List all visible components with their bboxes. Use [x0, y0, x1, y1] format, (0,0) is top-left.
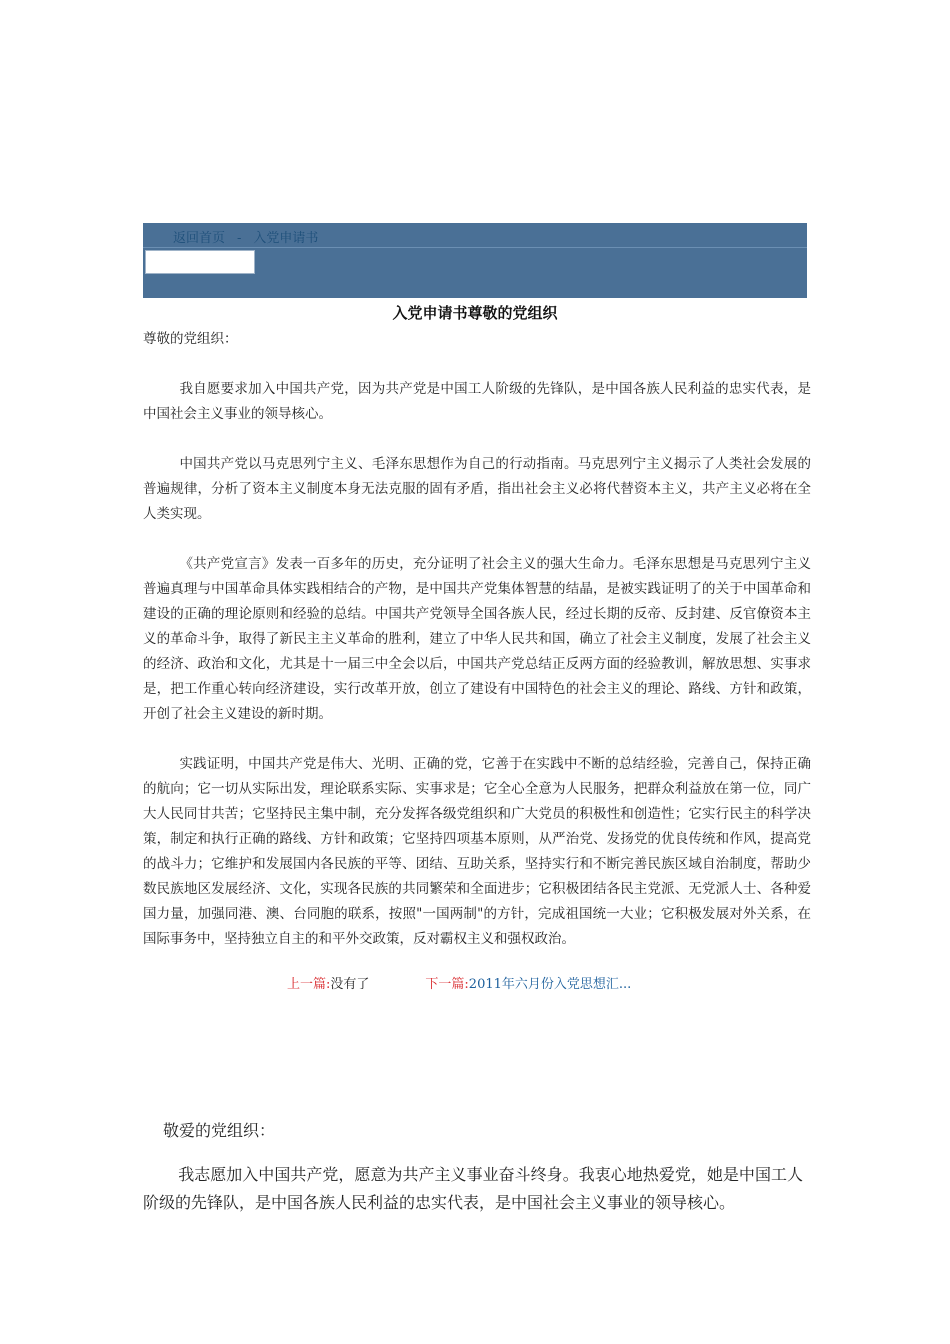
second-letter — [143, 1117, 803, 1217]
letter-paragraph: 我志愿加入中国共产党，愿意为共产主义事业奋斗终身。我衷心地热爱党，她是中国工人阶级的先锋队，是中国各族人民利益的忠实代表，是中国社会主义事业的领导核心。 — [143, 1165, 803, 1212]
article-title: 入党申请书尊敬的党组织 — [392, 304, 558, 322]
article-pager — [287, 973, 631, 992]
nav-divider — [143, 247, 807, 248]
article-paragraph: 中国共产党以马克思列宁主义、毛泽东思想作为自己的行动指南。马克思列宁主义揭示了人类社会发展的普遍规律，分析了资本主义制度本身无法克服的固有矛盾，指出社会主义必将代替资本主义，共产主义必将在全人类实现。 — [143, 456, 811, 522]
home-link[interactable]: 返回首页 — [173, 231, 226, 246]
letter-salutation: 敬爱的党组织： — [163, 1121, 276, 1140]
next-label: 下一篇: — [425, 977, 469, 992]
article-body — [143, 327, 811, 977]
article-paragraph: 《共产党宣言》发表一百多年的历史，充分证明了社会主义的强大生命力。毛泽东思想是马克思列宁主义普遍真理与中国革命具体实践相结合的产物，是中国共产党集体智慧的结晶，是被实践证明了的关于中国革命和建设的正确的理论原则和经验的总结。中国共产党领导全国各族人民，经过长期的反帝、反封建、反官僚资本主义的革命斗争，取得了新民主主义革命的胜利，建立了中华人民共和国，确立了社会主义制度，发展了社会主义的经济、政治和文化，尤其是十一届三中全会以后，中国共产党总结正反两方面的经验教训，解放思想、实事求是，把工作重心转向经济建设，实行改革开放，创立了建设有中国特色的社会主义的理论、路线、方针和政策，开创了社会主义建设的新时期。 — [143, 556, 811, 722]
prev-article[interactable] — [287, 977, 369, 992]
current-page-link[interactable]: 入党申请书 — [253, 231, 319, 246]
next-title[interactable]: 2011年六月份入党思想汇... — [468, 977, 632, 992]
next-article[interactable] — [425, 977, 631, 992]
prev-title: 没有了 — [330, 977, 370, 992]
breadcrumb-separator: - — [237, 231, 242, 246]
breadcrumb — [173, 227, 318, 246]
search-input[interactable] — [145, 250, 255, 274]
article-salutation: 尊敬的党组织： — [143, 331, 238, 347]
nav-bar — [143, 223, 807, 298]
article-paragraph: 实践证明，中国共产党是伟大、光明、正确的党，它善于在实践中不断的总结经验，完善自己，保持正确的航向；它一切从实际出发，理论联系实际、实事求是；它全心全意为人民服务，把群众利益放在第一位，同广大人民同甘共苦；它坚持民主集中制，充分发挥各级党组织和广大党员的积极性和创造性；它实行民主的科学决策，制定和执行正确的路线、方针和政策；它坚持四项基本原则，从严治党、发扬党的优良传统和作风，提高党的战斗力；它维护和发展国内各民族的平等、团结、互助关系，坚持实行和不断完善民族区域自治制度，帮助少数民族地区发展经济、文化，实现各民族的共同繁荣和全面进步；它积极团结各民主党派、无党派人士、各种爱国力量，加强同港、澳、台同胞的联系，按照"一国两制"的方针，完成祖国统一大业；它积极发展对外关系，在国际事务中，坚持独立自主的和平外交政策，反对霸权主义和强权政治。 — [143, 756, 811, 947]
prev-label: 上一篇: — [287, 977, 331, 992]
article-paragraph: 我自愿要求加入中国共产党，因为共产党是中国工人阶级的先锋队，是中国各族人民利益的忠实代表，是中国社会主义事业的领导核心。 — [143, 381, 811, 422]
